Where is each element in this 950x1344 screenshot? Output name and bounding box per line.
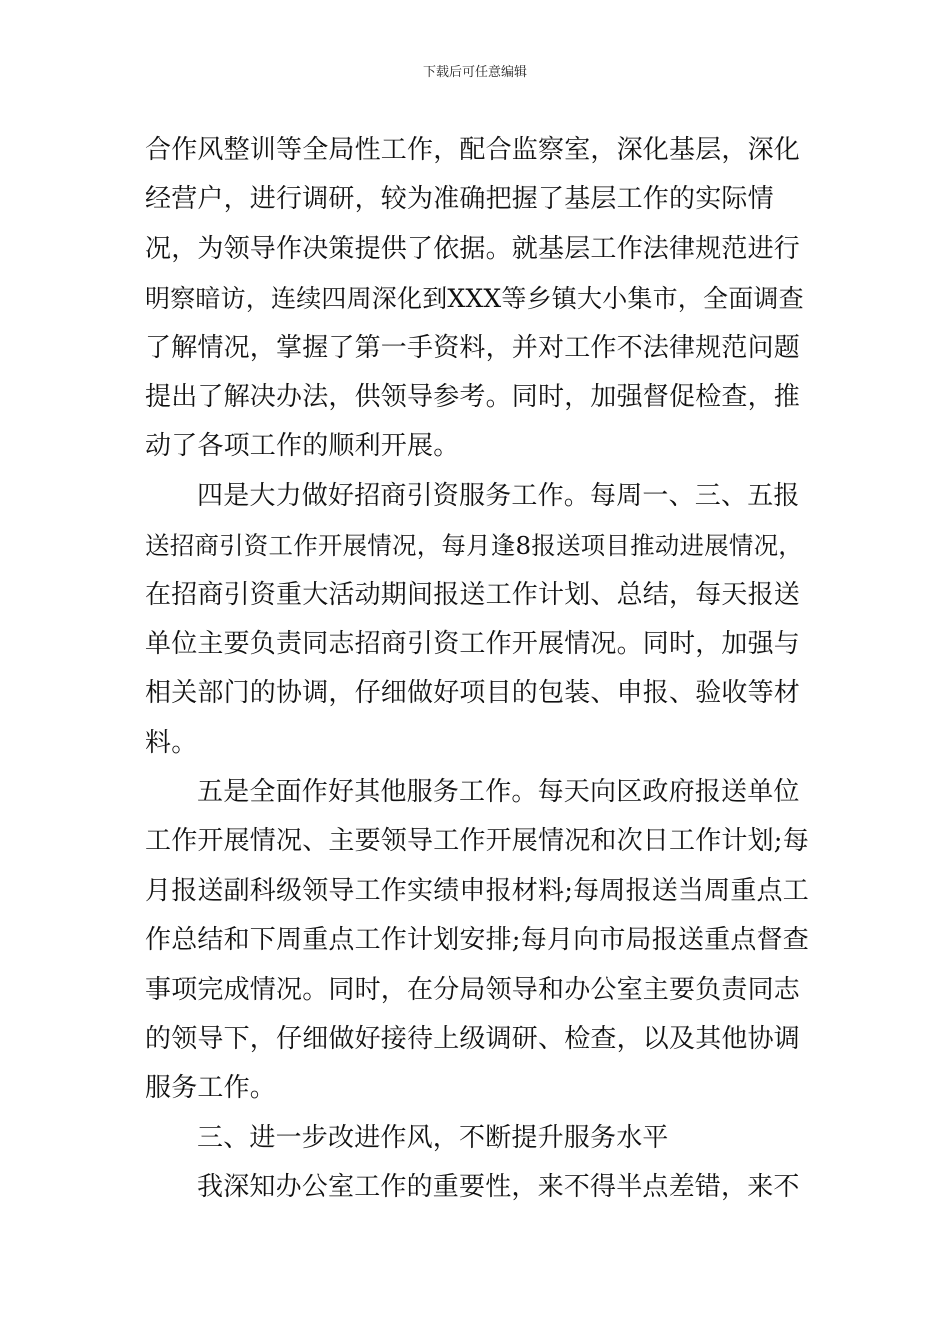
body-text bbox=[145, 126, 815, 1213]
text-line: 合作风整训等全局性工作，配合监察室，深化基层，深化 bbox=[145, 135, 801, 165]
text-line: 事项完成情况。同时，在分局领导和办公室主要负责同志 bbox=[145, 974, 801, 1005]
text-line: 况，为领导作决策提供了依据。就基层工作法律规范进行 bbox=[145, 233, 801, 264]
text-line: 在招商引资重大活动期间报送工作计划、总结，每天报送 bbox=[145, 579, 801, 610]
text-line: 我深知办公室工作的重要性，来不得半点差错，来不 bbox=[197, 1172, 800, 1203]
text-line: 提出了解决办法，供领导参考。同时，加强督促检查，推 bbox=[145, 381, 801, 412]
text-line: 作总结和下周重点工作计划安排;每月向市局报送重点督查 bbox=[145, 925, 809, 956]
text-line: 五是全面作好其他服务工作。每天向区政府报送单位 bbox=[197, 777, 800, 808]
text-line: 送招商引资工作开展情况，每月逢8报送项目推动进展情况， bbox=[145, 531, 803, 561]
text-line: 单位主要负责同志招商引资工作开展情况。同时，加强与 bbox=[145, 628, 801, 659]
text-line: 工作开展情况、主要领导工作开展情况和次日工作计划;每 bbox=[145, 826, 809, 857]
text-line: 明察暗访，连续四周深化到XXX等乡镇大小集市，全面调查 bbox=[145, 284, 804, 314]
text-line: 的领导下，仔细做好接待上级调研、检查，以及其他协调 bbox=[145, 1024, 801, 1055]
text-line: 四是大力做好招商引资服务工作。每周一、三、五报 bbox=[197, 480, 800, 511]
page-header: 下载后可任意编辑 bbox=[422, 65, 527, 80]
text-line: 料。 bbox=[145, 727, 198, 758]
text-line: 经营户，进行调研，较为准确把握了基层工作的实际情 bbox=[145, 184, 774, 215]
text-line: 相关部门的协调，仔细做好项目的包装、申报、验收等材 bbox=[145, 678, 801, 709]
text-line: 动了各项工作的顺利开展。 bbox=[145, 431, 460, 462]
text-line: 月报送副科级领导工作实绩申报材料;每周报送当周重点工 bbox=[145, 875, 809, 906]
text-line: 三、进一步改进作风，不断提升服务水平 bbox=[197, 1122, 669, 1153]
text-line: 了解情况，掌握了第一手资料，并对工作不法律规范问题 bbox=[145, 332, 801, 363]
text-line: 服务工作。 bbox=[145, 1073, 277, 1104]
